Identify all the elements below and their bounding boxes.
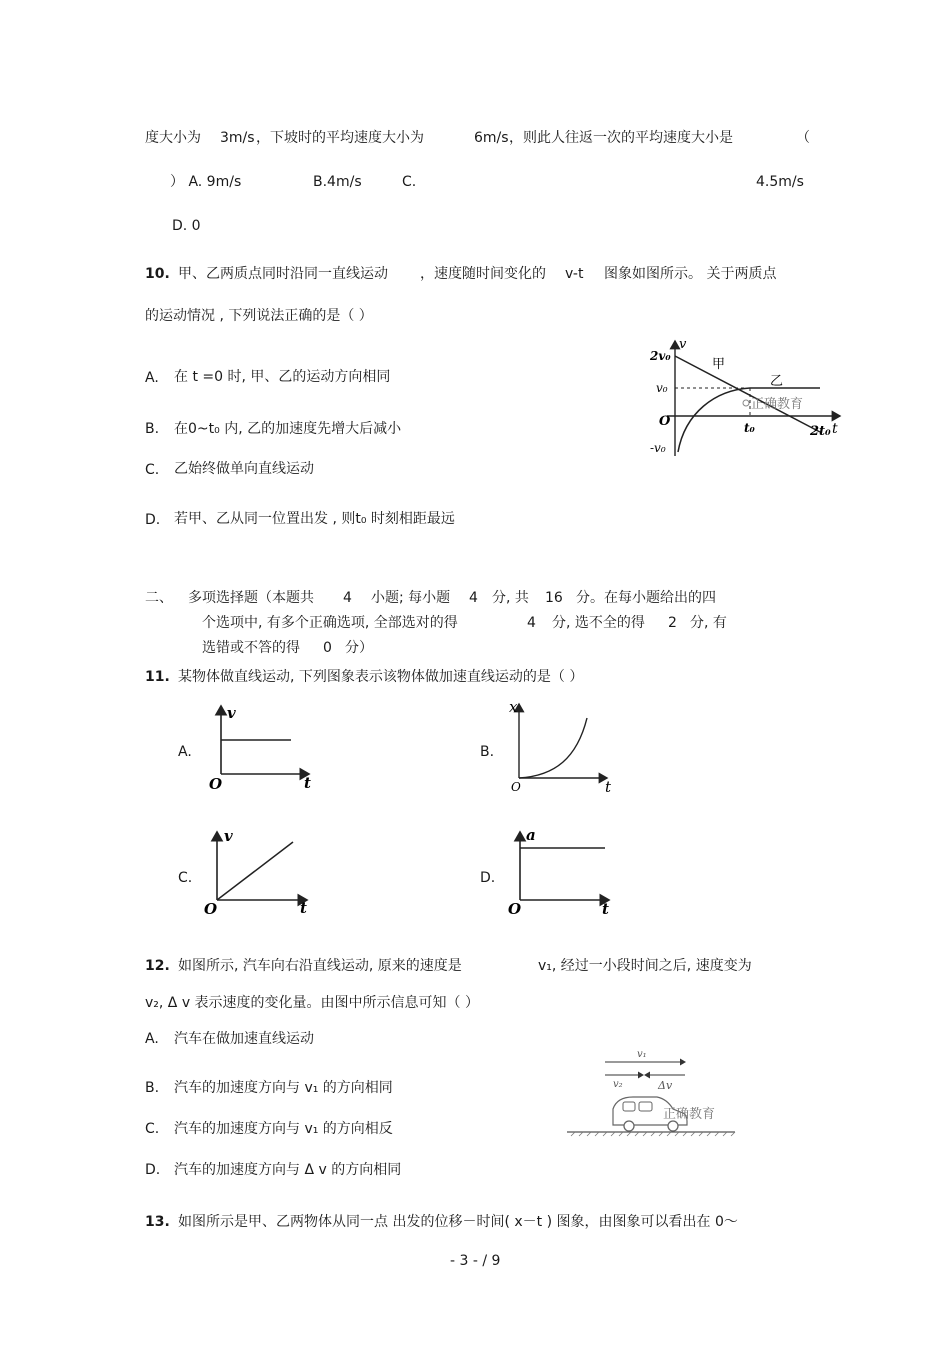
q10-v-axis-label: v [679, 337, 687, 352]
q9-line1-a: 度大小为 [145, 130, 201, 146]
q10-2t0-label: 2t₀ [810, 424, 831, 439]
section2-line1-c: 小题; 每小题 [371, 590, 451, 606]
section2-line3-c: 分） [345, 640, 373, 656]
q11-graph-d [505, 828, 615, 918]
q11-option-c-label: C. [178, 870, 193, 886]
q11-option-d-label: D. [480, 870, 496, 886]
q9-line1-c: ，下坡时的平均速度大小为 [256, 130, 424, 146]
q11-b-y-label: x [509, 698, 518, 716]
q9-line1-f: （ [796, 130, 810, 146]
q11-c-origin: O [204, 900, 218, 918]
q11-b-x-label: t [605, 778, 612, 796]
q10-stem1-a: 甲、乙两质点同时沿同一直线运动 [178, 266, 388, 282]
section2-line1-e: 分, 共 [492, 590, 529, 606]
q10-option-a-text: 在 t =0 时, 甲、乙的运动方向相同 [174, 369, 391, 385]
section2-line1-g: 分。在每小题给出的四 [576, 590, 716, 606]
q10-neg-v0-label: -v₀ [650, 441, 666, 455]
q11-a-y-label: v [227, 704, 236, 722]
section2-line2-b: 4 [527, 615, 536, 631]
q10-vt-graph [645, 338, 845, 463]
q10-option-d-text: 若甲、乙从同一位置出发 , 则t₀ 时刻相距最远 [174, 511, 455, 527]
q10-watermark: 正确教育 [751, 397, 804, 412]
q10-yi-label: 乙 [770, 374, 784, 389]
page-number: - 3 - / 9 [450, 1253, 501, 1269]
q10-v0-label: v₀ [656, 381, 668, 395]
section2-line1-f: 16 [545, 590, 563, 606]
q10-t0-label: t₀ [744, 421, 755, 435]
q10-stem1-b: ，速度随时间变化的 [420, 266, 546, 282]
q11-b-origin: O [511, 780, 521, 794]
q9-option-c-value: 4.5m/s [756, 174, 804, 190]
q9-option-d: D. 0 [172, 218, 201, 234]
section2-line1-d: 4 [469, 590, 478, 606]
section2-line1-a: 多项选择题（本题共 [188, 590, 314, 606]
q12-option-a-label: A. [145, 1031, 159, 1047]
q10-option-c-label: C. [145, 462, 160, 478]
q9-option-a: ） A. 9m/s [170, 174, 242, 190]
q10-watermark-icon [743, 400, 749, 406]
q10-stem2: 的运动情况 , 下列说法正确的是（ ） [145, 308, 373, 324]
q13-number: 13. [145, 1214, 170, 1230]
q12-number: 12. [145, 958, 170, 974]
q12-option-b-text: 汽车的加速度方向与 v₁ 的方向相同 [174, 1080, 393, 1096]
q10-jia-label: 甲 [712, 357, 726, 372]
section2-line3-a: 选错或不答的得 [202, 640, 300, 656]
q11-option-a-label: A. [178, 744, 192, 760]
q10-origin-label: O [659, 414, 671, 429]
q11-d-origin: O [508, 900, 522, 918]
q10-option-c-text: 乙始终做单向直线运动 [174, 461, 314, 477]
q11-d-x-label: t [602, 900, 609, 918]
q11-option-b-label: B. [480, 744, 495, 760]
q12-stem1-a: 如图所示, 汽车向右沿直线运动, 原来的速度是 [178, 958, 462, 974]
q12-option-b-label: B. [145, 1080, 160, 1096]
section2-number: 二、 [145, 590, 173, 606]
q11-b-series-curve [519, 718, 587, 778]
q12-stem1-b: v₁, 经过一小段时间之后, 速度变为 [538, 958, 752, 974]
q11-a-x-label: t [304, 774, 311, 792]
q10-option-b-text: 在0~t₀ 内, 乙的加速度先增大后减小 [174, 421, 402, 437]
q10-t-axis-label: t [832, 421, 838, 437]
q13-stem: 如图所示是甲、乙两物体从同一点 出发的位移－时间( x－t ) 图象，由图象可以看出在 0～ [178, 1214, 738, 1230]
q10-number: 10. [145, 266, 170, 282]
q12-option-a-text: 汽车在做加速直线运动 [174, 1031, 314, 1047]
q12-option-c-text: 汽车的加速度方向与 v₁ 的方向相反 [174, 1121, 393, 1137]
q12-car-figure [565, 1047, 740, 1137]
section2-line1-b: 4 [343, 590, 352, 606]
q11-c-series-line [217, 842, 293, 900]
q12-option-d-text: 汽车的加速度方向与 Δ v 的方向相同 [174, 1162, 402, 1178]
q10-option-d-label: D. [145, 512, 161, 528]
q11-graph-a [205, 702, 315, 792]
q9-option-c: C. [402, 174, 417, 190]
q10-2v0-label: 2v₀ [650, 349, 671, 363]
q12-v2-label: v₂ [613, 1079, 623, 1090]
q9-line1-e: ，则此人往返一次的平均速度大小是 [509, 130, 733, 146]
q10-option-a-label: A. [145, 370, 159, 386]
q12-option-c-label: C. [145, 1121, 160, 1137]
section2-line2-a: 个选项中, 有多个正确选项, 全部选对的得 [202, 615, 458, 631]
q11-a-origin: O [209, 775, 223, 793]
q10-stem1-c: v-t [565, 266, 584, 282]
q12-dv-label: Δv [658, 1079, 673, 1092]
q12-v1-label: v₁ [637, 1049, 647, 1060]
q10-option-b-label: B. [145, 421, 160, 437]
q9-option-b: B.4m/s [313, 174, 362, 190]
section2-line2-c: 分, 选不全的得 [552, 615, 645, 631]
q12-stem2: v₂, Δ v 表示速度的变化量。由图中所示信息可知（ ） [145, 995, 480, 1011]
section2-line2-e: 分, 有 [690, 615, 727, 631]
q11-number: 11. [145, 669, 170, 685]
section2-line2-d: 2 [668, 615, 677, 631]
q12-watermark: 正确教育 [663, 1107, 716, 1122]
q11-c-y-label: v [224, 827, 233, 845]
q11-graph-c [203, 828, 313, 918]
q9-line1-b: 3m/s [220, 130, 255, 146]
q11-c-x-label: t [300, 899, 307, 917]
q11-d-y-label: a [526, 826, 536, 844]
section2-line3-b: 0 [323, 640, 332, 656]
q11-graph-b [505, 698, 615, 796]
q12-option-d-label: D. [145, 1162, 161, 1178]
q11-stem: 某物体做直线运动, 下列图象表示该物体做加速直线运动的是（ ） [178, 669, 584, 685]
q9-line1-d: 6m/s [474, 130, 509, 146]
q10-stem1-d: 图象如图所示。 关于两质点 [604, 266, 777, 282]
